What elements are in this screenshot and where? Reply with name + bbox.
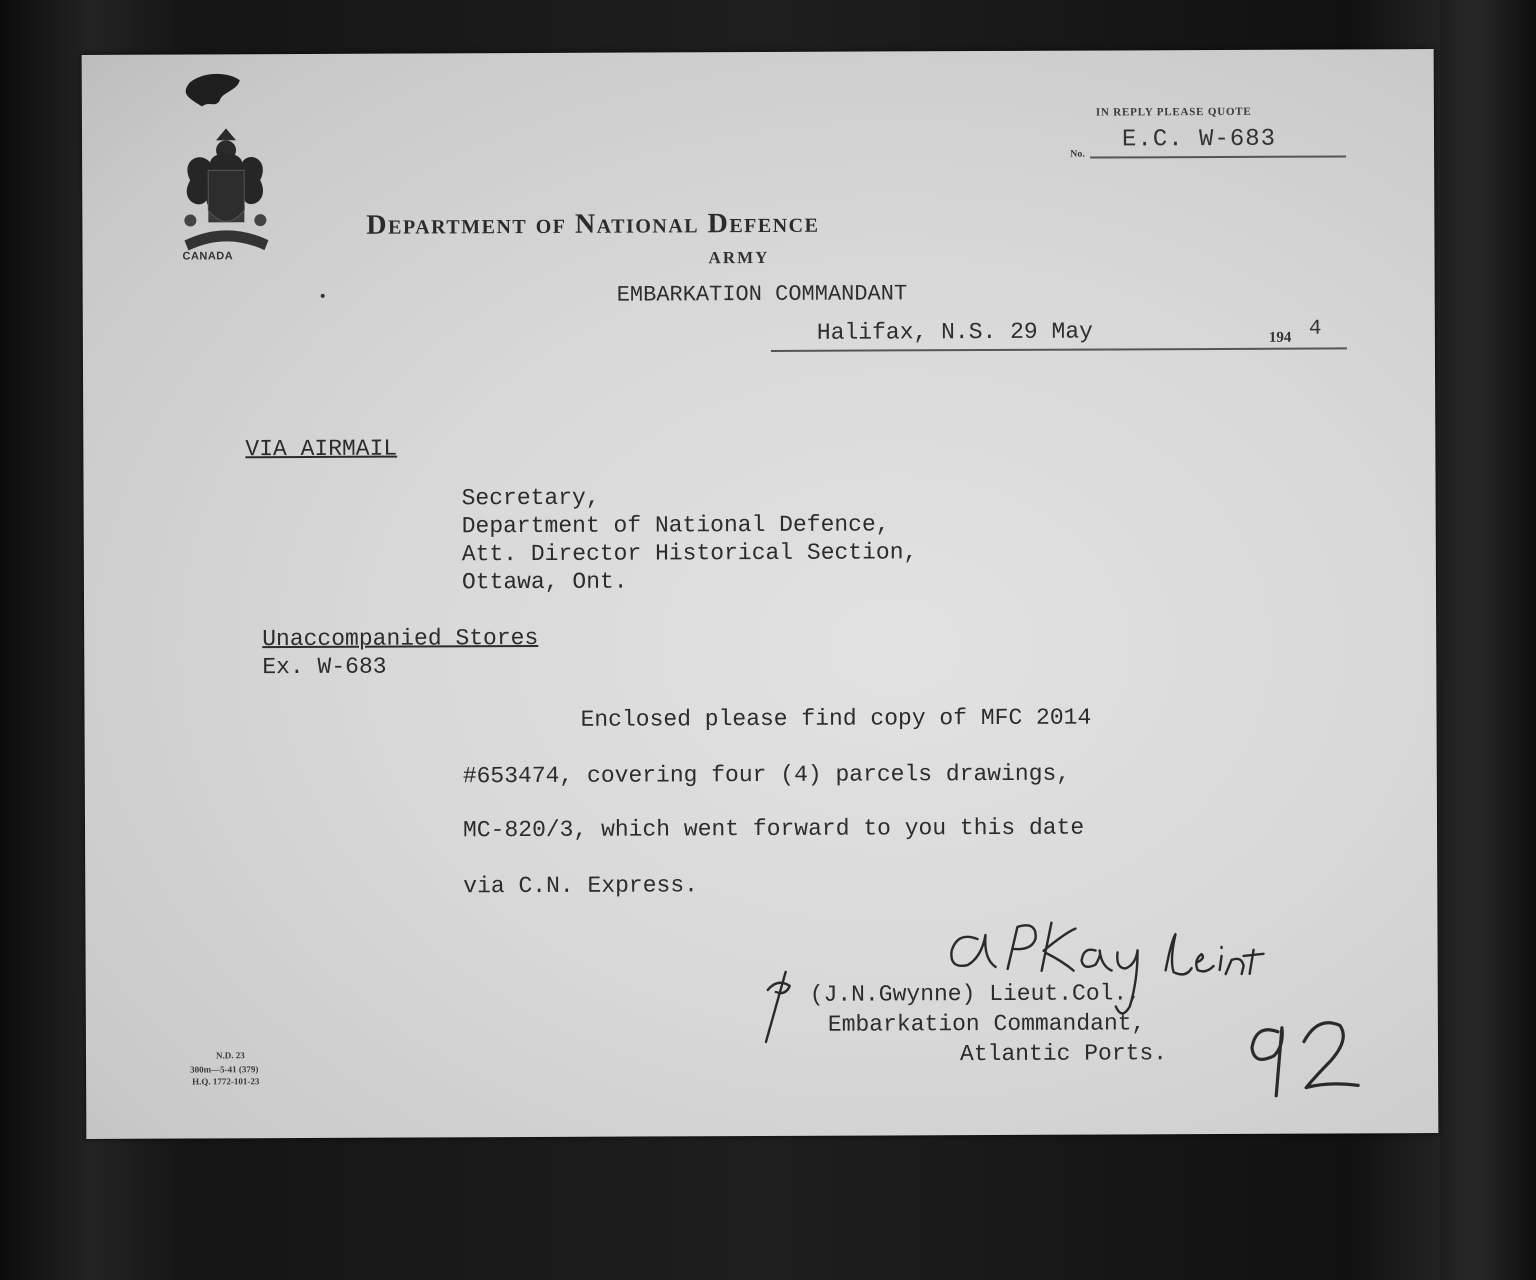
form-hq-code: H.Q. 1772-101-23 [192, 1076, 260, 1087]
handwritten-page-number [1236, 1011, 1366, 1102]
department-title: Department of National Defence [366, 207, 820, 241]
canada-coat-of-arms-icon [160, 70, 291, 271]
address-line: Department of National Defence, [461, 511, 890, 540]
office-label: EMBARKATION COMMANDANT [616, 281, 908, 308]
year-prefix: 194 [1268, 329, 1292, 346]
signatory-name: (J.N.Gwynne) Lieut.Col., [809, 980, 1142, 1008]
delivery-method: VIA AIRMAIL [245, 435, 398, 463]
ink-speck [321, 294, 325, 298]
body-line: #653474, covering four (4) parcels drawings, [462, 760, 1071, 790]
body-line: Enclosed please find copy of MFC 2014 [580, 704, 1092, 733]
branch-label: ARMY [708, 247, 770, 268]
form-number: N.D. 23 [215, 1050, 245, 1061]
subject-reference: Ex. W-683 [262, 653, 387, 681]
address-line: Secretary, [461, 484, 600, 512]
body-line: via C.N. Express. [463, 872, 698, 900]
place-date: Halifax, N.S. 29 May [816, 318, 1093, 346]
form-print-code: 300m—5-41 (379) [190, 1064, 259, 1075]
crest-label: CANADA [182, 250, 234, 263]
letter-sheet [82, 49, 1439, 1139]
subject-line: Unaccompanied Stores [262, 624, 539, 653]
signatory-location: Atlantic Ports. [959, 1040, 1168, 1068]
reply-quote-label: IN REPLY PLEASE QUOTE [1095, 105, 1252, 119]
year-suffix: 4 [1308, 317, 1322, 341]
address-line: Ottawa, Ont. [461, 568, 628, 596]
address-line: Att. Director Historical Section, [461, 539, 918, 568]
date-underline [771, 347, 1347, 352]
reply-no-label: No. [1070, 148, 1085, 160]
reply-reference-number: E.C. W-683 [1121, 125, 1277, 154]
body-line: MC-820/3, which went forward to you this date [462, 814, 1085, 844]
signatory-title: Embarkation Commandant, [827, 1010, 1146, 1038]
reply-underline [1090, 155, 1346, 158]
